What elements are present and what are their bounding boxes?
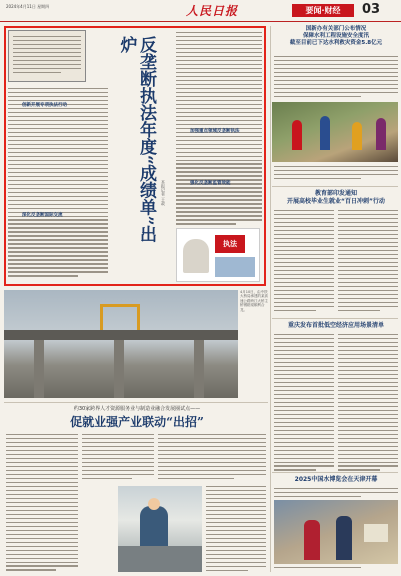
lead-subhead-1: 创新开展专项执法行动 — [22, 103, 67, 108]
lead-article-abstract — [8, 30, 86, 82]
right-mid-text-col2 — [338, 210, 398, 314]
right-bottom-text — [274, 488, 398, 500]
lower-text-col2 — [82, 434, 154, 482]
lead-subhead-2: 深化反垄断国际交流 — [22, 213, 63, 218]
issue-date: 2024年4月11日 星期四 — [6, 4, 50, 9]
lead-headline — [116, 36, 160, 246]
lead-subhead-3: 加强重点领域反垄断执法 — [190, 129, 240, 134]
lead-subhead-4: 强化反垄断监管效能 — [190, 181, 231, 186]
right-mid-headline: 教育部印发通知 开展高校毕业生就业“百日冲刺”行动 — [287, 190, 385, 205]
lead-cartoon-image: 执法 — [176, 228, 260, 282]
newspaper-logo: 人民日报 — [186, 4, 239, 18]
lower-text-col4 — [206, 486, 266, 574]
section-label: 要闻·财经 — [292, 4, 354, 17]
right-bottom-headline: 2025中国水博览会在天津开幕 — [294, 476, 378, 483]
masthead — [0, 0, 401, 22]
right-photo-caption — [274, 166, 398, 182]
right-mid2-headline: 重庆发布首批低空经济应用场景清单 — [287, 322, 384, 329]
right-top-photo — [272, 102, 398, 162]
bridge-photo-caption: 4月10日，由中铁大桥局承建的某高速公路跨江大桥主桥钢箱梁顺利合龙。 — [240, 290, 268, 312]
lead-byline: 本报记者 王政 — [161, 180, 166, 206]
lower-article-kicker: 约30家跨界人才资源服务业与制造业融合发展圈试点—— — [73, 406, 201, 412]
lead-text-col1 — [8, 88, 108, 279]
water-expo-photo — [274, 500, 398, 564]
right-top-headline: 国新办有关部门公布情况 保障水利工程设施安全度汛 截至目前已下达水利救灾资金5.8亿元 — [289, 26, 383, 46]
water-expo-caption — [274, 567, 398, 571]
right-mid2-text-col1 — [274, 334, 334, 473]
factory-worker-photo — [118, 486, 202, 572]
bridge-construction-photo — [4, 290, 238, 398]
lower-article-headline: 促就业强产业联动“出招” — [70, 415, 204, 429]
right-mid2-text-col2 — [338, 334, 398, 473]
right-mid-text-col1 — [274, 210, 334, 314]
lower-text-col3 — [158, 434, 266, 482]
right-top-text — [274, 56, 398, 100]
lower-text-col1 — [6, 434, 78, 573]
page-number: 03 — [362, 2, 381, 17]
lead-headline-text: 反垄断执法年度“成绩单”出炉 — [116, 36, 156, 243]
